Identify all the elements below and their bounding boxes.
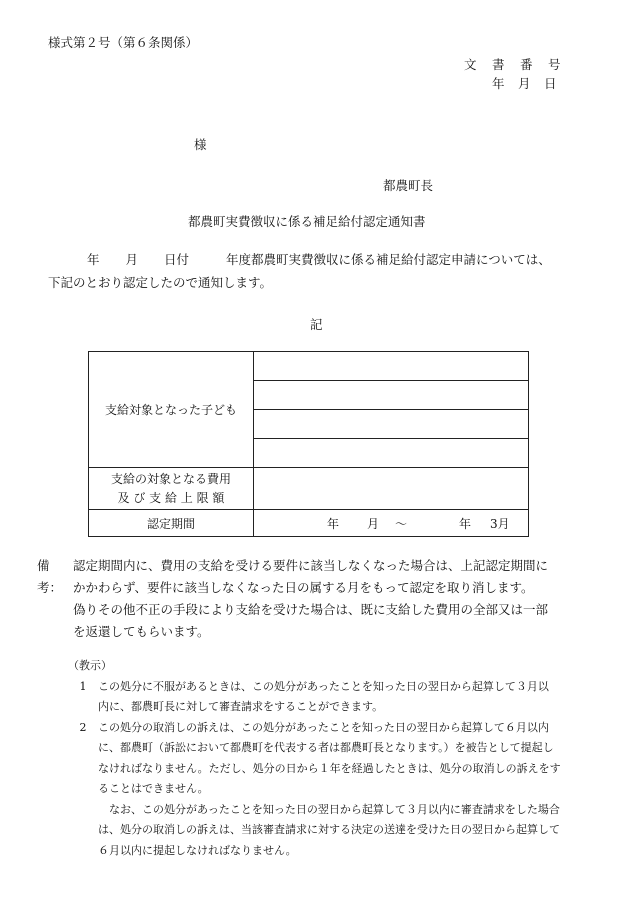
cost-value-cell <box>254 468 529 510</box>
body-line-1: 年 月 日付 年度都農町実費徴収に係る補足給付認定申請については、 <box>87 252 551 267</box>
document-date-label: 年 月 日 <box>492 76 557 91</box>
remarks-line: かかわらず、要件に該当しなくなった日の属する月をもって認定を取り消します。 <box>73 580 534 595</box>
remarks-line: 偽りその他不正の手段により支給を受けた場合は、既に支給した費用の全部又は一部 <box>73 602 549 617</box>
instruction-item-2: 2 この処分の取消しの訴えは、この処分があったことを知った日の翌日から起算して６月以内 に、都農町（訴訟において都農町を代表する者は都農町長となります。）を被告として提起し なければなりません。ただし、処分の日から１年を経過したときは、処分の取消しの訴えをす ることはできません。 なお、この処分があったことを知った日の翌日から起算して３月以内に審査請求をした場合 は、処分の取消しの訴えは、当該審査請求に対する決定の送達を受けた日の翌日から起算して ６月以内に提起しなければなりません。 <box>79 720 561 857</box>
remarks-head: 備考： <box>37 558 63 595</box>
remarks-line: 認定期間内に、費用の支給を受ける要件に該当しなくなった場合は、上記認定期間に <box>73 558 549 573</box>
document-number-label: 文 書 番 号 <box>464 57 561 72</box>
cost-label: 支給の対象となる費用 及 び 支 給 上 限 額 <box>89 468 254 510</box>
period-label: 認定期間 <box>89 510 254 537</box>
instruction-head: （教示） <box>68 659 112 672</box>
remarks-line: を返還してもらいます。 <box>73 624 210 639</box>
child-cell-4 <box>254 439 529 468</box>
child-cell-2 <box>254 381 529 410</box>
children-label: 支給対象となった子ども <box>89 352 254 468</box>
period-value: 年 月 ～ 年 3月 <box>254 510 529 537</box>
certification-table <box>88 351 529 537</box>
remarks-section <box>37 555 597 643</box>
child-cell-1 <box>254 352 529 381</box>
document-title: 都農町実費徴収に係る補足給付認定通知書 <box>188 214 426 229</box>
instruction-item-1: 1 この処分に不服があるときは、この処分があったことを知った日の翌日から起算して３月以 内に、都農町長に対して審査請求をすることができます。 <box>79 679 549 713</box>
ki-heading: 記 <box>310 317 323 332</box>
form-number: 様式第２号（第６条関係） <box>48 35 199 50</box>
body-line-2: 下記のとおり認定したので通知します。 <box>48 275 273 290</box>
issuer-name: 都農町長 <box>383 178 434 193</box>
addressee-suffix: 様 <box>194 137 207 152</box>
instruction-section <box>68 656 593 861</box>
child-cell-3 <box>254 410 529 439</box>
